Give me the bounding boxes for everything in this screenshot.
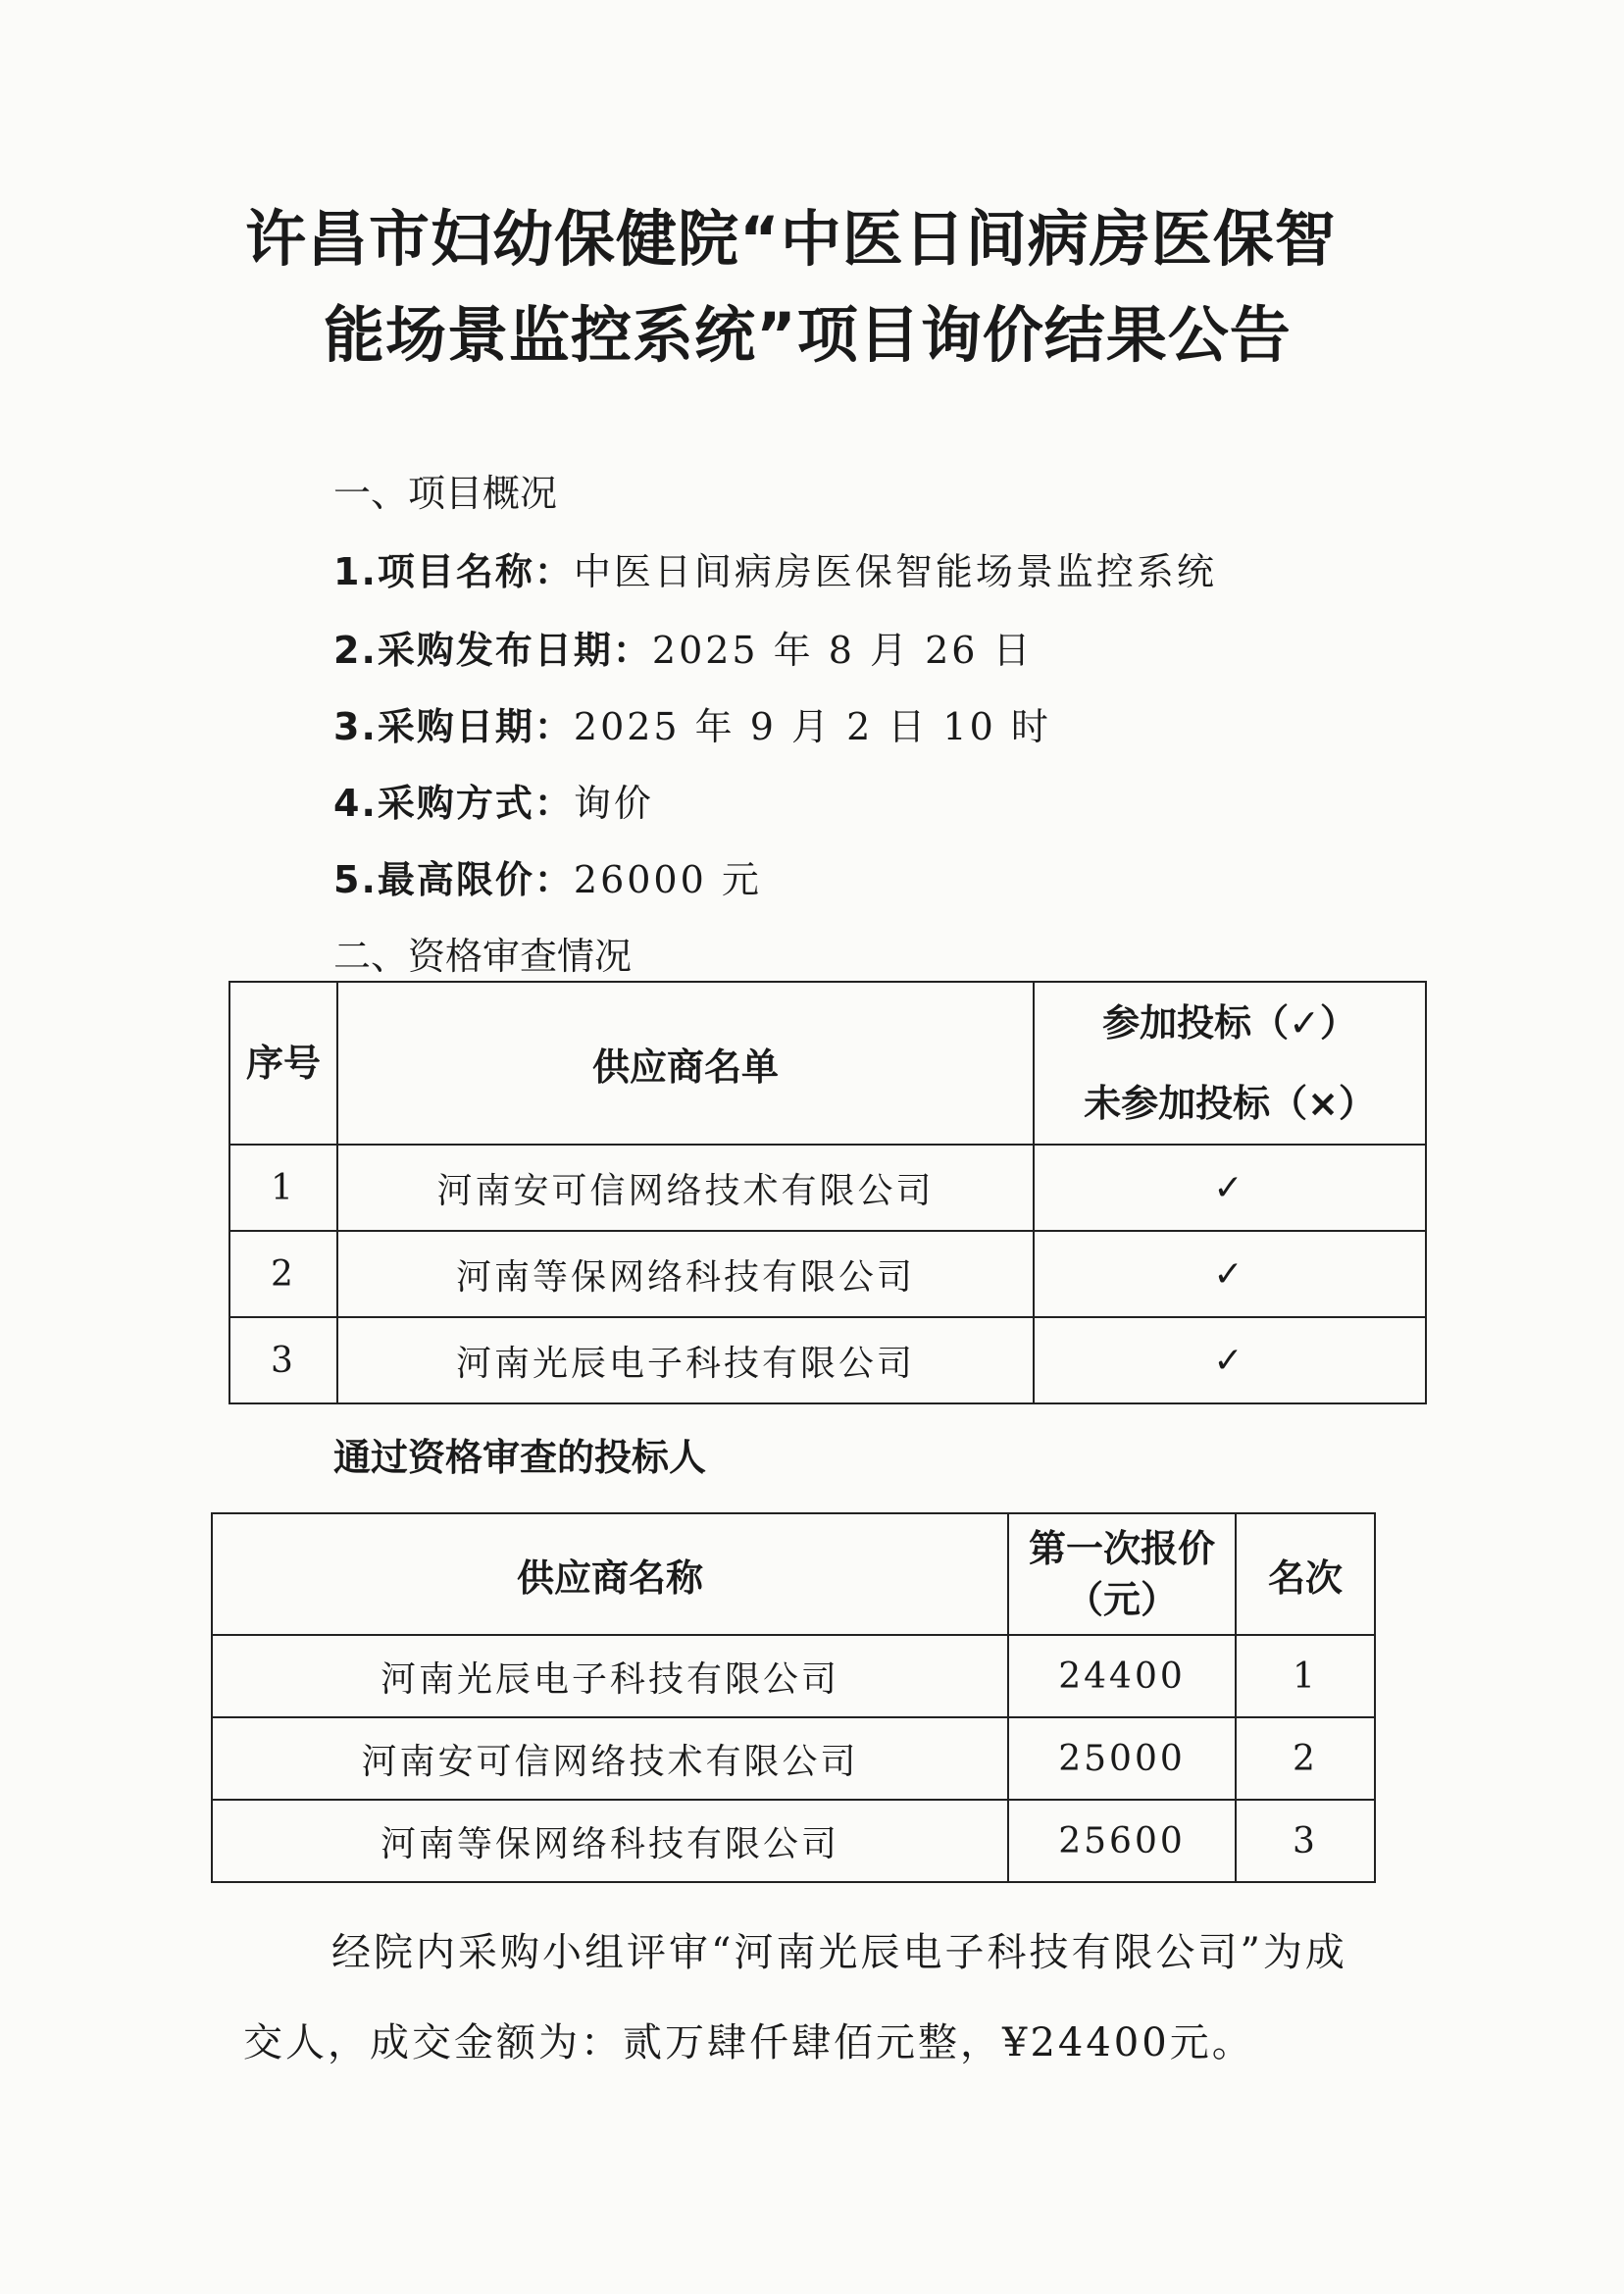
field-label: 2.采购发布日期：: [333, 629, 652, 672]
title-line-1: 许昌市妇幼保健院“中医日间病房医保智: [245, 203, 1337, 275]
header-supplier-list: 供应商名单: [337, 982, 1034, 1145]
header-bid-no: 未参加投标（×）: [1084, 1082, 1376, 1125]
row-seq: 3: [229, 1317, 337, 1403]
row-supplier: 河南安可信网络技术有限公司: [212, 1717, 1008, 1800]
field-purchase-date: [333, 696, 1051, 750]
row-supplier: 河南等保网络科技有限公司: [212, 1800, 1008, 1882]
quotation-table: [211, 1512, 1376, 1883]
header-quote-line-2: （元）: [1065, 1578, 1178, 1621]
row-rank: 2: [1236, 1717, 1375, 1800]
table-header-row: [212, 1513, 1375, 1635]
section-heading-overview: 一、项目概况: [333, 472, 558, 515]
page-title: [245, 191, 1402, 383]
field-value: 2025 年 9 月 2 日 10 时: [573, 705, 1051, 748]
row-supplier: 河南等保网络科技有限公司: [337, 1231, 1034, 1317]
table-row: [212, 1800, 1375, 1882]
field-label: 1.项目名称：: [333, 550, 574, 593]
field-max-price: [333, 849, 762, 903]
header-first-quote: [1008, 1513, 1236, 1635]
table-row: [212, 1717, 1375, 1800]
subheading-qualified-bidders: 通过资格审查的投标人: [333, 1436, 707, 1479]
check-mark: ✓: [1034, 1317, 1426, 1403]
qualification-table: [228, 981, 1427, 1404]
row-rank: 1: [1236, 1635, 1375, 1717]
header-supplier-name: 供应商名称: [212, 1513, 1008, 1635]
field-publish-date: [333, 620, 1034, 674]
check-mark: ✓: [1034, 1231, 1426, 1317]
field-value: 中医日间病房医保智能场景监控系统: [573, 550, 1217, 593]
row-supplier: 河南光辰电子科技有限公司: [337, 1317, 1034, 1403]
field-label: 5.最高限价：: [333, 858, 574, 901]
row-seq: 2: [229, 1231, 337, 1317]
row-price: 25600: [1008, 1800, 1236, 1882]
table-row: [229, 1317, 1426, 1403]
table-header-row: [229, 982, 1426, 1145]
field-label: 4.采购方式：: [333, 782, 574, 825]
row-rank: 3: [1236, 1800, 1375, 1882]
field-value: 26000 元: [573, 858, 762, 901]
header-bid-yes: 参加投标（✓）: [1102, 1001, 1357, 1045]
header-rank: 名次: [1236, 1513, 1375, 1635]
table-row: [212, 1635, 1375, 1717]
title-line-2: 能场景监控系统”项目询价结果公告: [324, 299, 1292, 371]
header-bid-status: [1034, 982, 1426, 1145]
table-row: [229, 1145, 1426, 1231]
field-value: 2025 年 8 月 26 日: [651, 629, 1034, 672]
row-price: 25000: [1008, 1717, 1236, 1800]
header-quote-line-1: 第一次报价: [1028, 1527, 1215, 1570]
row-price: 24400: [1008, 1635, 1236, 1717]
field-project-name: [333, 541, 1217, 595]
row-seq: 1: [229, 1145, 337, 1231]
field-value: 询价: [573, 782, 654, 825]
section-heading-qualification: 二、资格审查情况: [333, 935, 633, 978]
table-row: [229, 1231, 1426, 1317]
field-purchase-method: [333, 773, 654, 827]
check-mark: ✓: [1034, 1145, 1426, 1231]
field-label: 3.采购日期：: [333, 705, 574, 748]
row-supplier: 河南光辰电子科技有限公司: [212, 1635, 1008, 1717]
header-seq: 序号: [229, 982, 337, 1145]
conclusion-paragraph: 经院内采购小组评审“河南光辰电子科技有限公司”为成交人，成交金额为：贰万肆仟肆佰元整，¥24400元。: [243, 1930, 1347, 2065]
row-supplier: 河南安可信网络技术有限公司: [337, 1145, 1034, 1231]
